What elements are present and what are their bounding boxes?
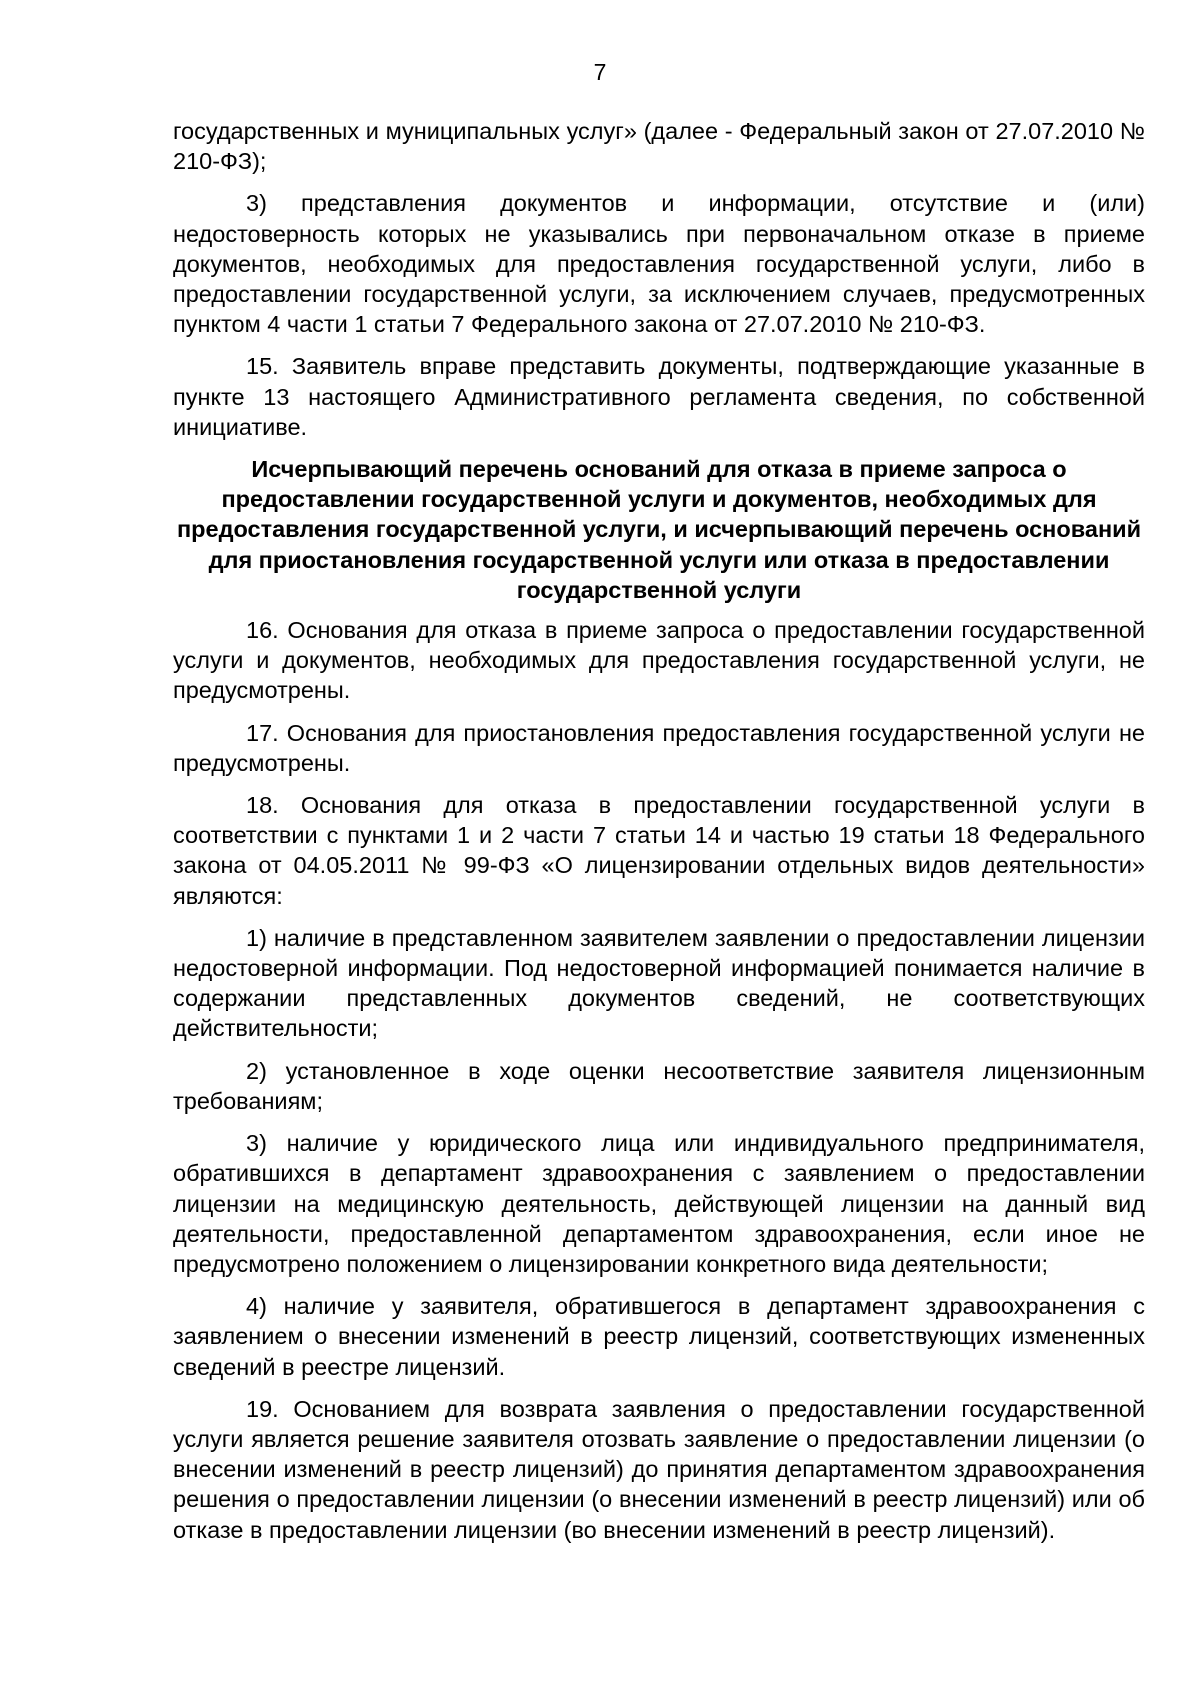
paragraph-18: 18. Основания для отказа в предоставлении государственной услуги в соответствии с пунктами 1 и 2 части 7 статьи 14 и частью 19 статьи 18 Федерального закона от 04.05.2011 № 99-ФЗ «О лицензировании отдельных видов деятельности» являются:	[173, 792, 1145, 909]
paragraph-item-3: 3) представления документов и информации, отсутствие и (или) недостоверность которых не указывались при первоначальном отказе в приеме документов, необходимых для предоставления государственной услуги, либо в предоставлении государственной услуги, за исключением случаев, предусмотренных пунктом 4 части 1 статьи 7 Федерального закона от 27.07.2010 № 210-ФЗ.	[173, 190, 1145, 338]
paragraph-16: 16. Основания для отказа в приеме запроса о предоставлении государственной услуги и документов, необходимых для предоставления государственной услуги, не предусмотрены.	[173, 617, 1145, 704]
paragraph-continuation: государственных и муниципальных услуг» (далее - Федеральный закон от 27.07.2010 № 210-ФЗ);	[173, 118, 1145, 175]
paragraph-18-item-4: 4) наличие у заявителя, обратившегося в департамент здравоохранения с заявлением о внесении изменений в реестр лицензий, соответствующих измененных сведений в реестре лицензий.	[173, 1293, 1145, 1380]
section-heading: Исчерпывающий перечень оснований для отказа в приеме запроса о предоставлении государственной услуги и документов, необходимых для предоставления государственной услуги, и исчерпывающий перечень оснований для приостановления государственной услуги или отказа в предоставлении государственной услуги	[176, 456, 1142, 603]
document-body	[173, 116, 1145, 1557]
paragraph-18-item-2: 2) установленное в ходе оценки несоответствие заявителя лицензионным требованиям;	[173, 1057, 1145, 1114]
page-number: 7	[593, 59, 607, 85]
paragraph-18-item-3: 3) наличие у юридического лица или индивидуального предпринимателя, обратившихся в департамент здравоохранения с заявлением о предоставлении лицензии на медицинскую деятельность, действующей лицензии на данный вид деятельности, предоставленной департаментом здравоохранения, если иное не предусмотрено положением о лицензировании конкретного вида деятельности;	[173, 1130, 1145, 1277]
paragraph-18-item-1: 1) наличие в представленном заявителем заявлении о предоставлении лицензии недостоверной информации. Под недостоверной информацией понимается наличие в содержании представленных документов сведений, не соответствующих действительности;	[173, 924, 1145, 1042]
paragraph-19: 19. Основанием для возврата заявления о предоставлении государственной услуги является решение заявителя отозвать заявление о предоставлении лицензии (о внесении изменений в реестр лицензий) до принятия департаментом здравоохранения решения о предоставлении лицензии (о внесении изменений в реестр лицензий) или об отказе в предоставлении лицензии (во внесении изменений в реестр лицензий).	[173, 1395, 1145, 1543]
paragraph-15: 15. Заявитель вправе представить документы, подтверждающие указанные в пункте 13 настоящего Административного регламента сведения, по собственной инициативе.	[173, 353, 1145, 440]
paragraph-17: 17. Основания для приостановления предоставления государственной услуги не предусмотрены.	[173, 719, 1145, 776]
